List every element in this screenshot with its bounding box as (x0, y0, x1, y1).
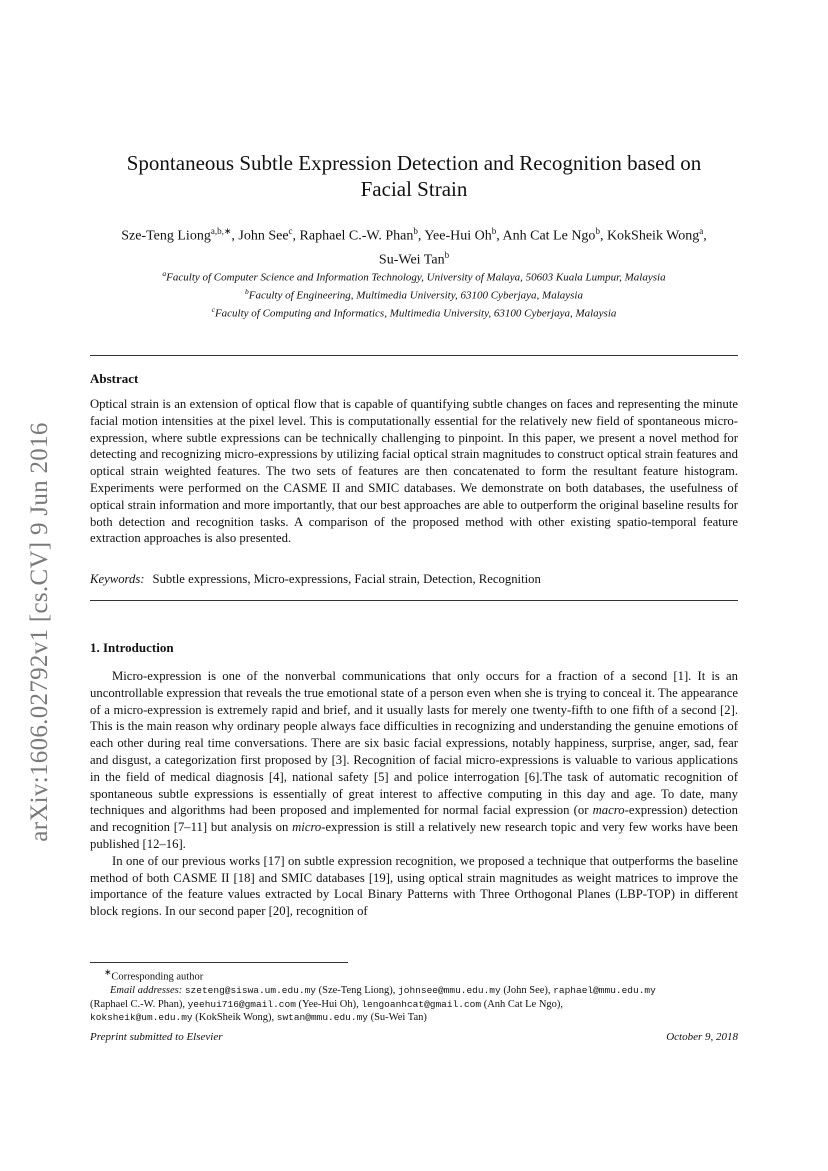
intro-paragraph-2: In one of our previous works [17] on subtle expression recognition, we proposed a technique that outperforms the baseline method of both CASME II [18] and SMIC databases [19], using optical strain magnitudes as weight matrices to improve the importance of the feature values extracted by Local Binary Patterns with Three Orthogonal Planes (LBP-TOP) in different block regions. In our second paper [20], recognition of (90, 853, 738, 919)
section-heading-introduction: 1. Introduction (90, 640, 174, 655)
abstract-top-rule (90, 355, 738, 356)
email-link[interactable]: lengoanhcat@gmail.com (361, 998, 482, 1010)
author-affil-mark: c (288, 226, 293, 236)
author-name: John See (238, 228, 289, 244)
title-line-1: Spontaneous Subtle Expression Detection and Recognition based on (126, 151, 702, 175)
email-owner: (Raphael C.-W. Phan), (90, 998, 188, 1010)
email-owner: (KokSheik Wong), (192, 1012, 277, 1023)
introduction-body (90, 668, 738, 920)
email-link[interactable]: johnsee@mmu.edu.my (398, 985, 501, 996)
intro-italic: macro (592, 803, 625, 818)
author-affil-mark: b (595, 226, 600, 236)
author-name: Yee-Hui Oh (424, 228, 492, 244)
abstract-bottom-rule (90, 600, 738, 601)
affil-text: Faculty of Computer Science and Information Technology, University of Malaya, 50603 Kuala Lumpur, Malaysia (166, 271, 666, 284)
email-owner: (Yee-Hui Oh), (295, 998, 362, 1010)
author-affil-mark: b (491, 226, 497, 236)
footnote-text: Corresponding author (111, 971, 204, 983)
arxiv-sidebar (24, 372, 56, 892)
keywords (90, 572, 738, 587)
intro-italic: micro (292, 820, 322, 835)
email-link[interactable]: koksheik@um.edu.my (90, 1012, 193, 1023)
keywords-label: Keywords: (90, 572, 145, 586)
author-list: Sze-Teng Liong$^{a,b,∗}$, John See$^c$, Raphael C.-W. Phan$^b$, Yee-Hui Oh$^b$, Anh Cat Le Ngo$^b$, KokSheik Wong$^a$, Su-Wei Tan$^b$ (121, 226, 707, 268)
email-owner: (John See), (500, 985, 554, 996)
affil-mark: b (245, 287, 249, 297)
email-owner: (Anh Cat Le Ngo), (481, 998, 564, 1010)
author-name: KokSheik Wong (606, 228, 700, 244)
intro-paragraph-1 (90, 668, 738, 853)
abstract-heading: Abstract (90, 371, 139, 386)
affiliation-b (90, 285, 738, 303)
keywords-text: Subtle expressions, Micro-expressions, Facial strain, Detection, Recognition (152, 572, 541, 586)
email-label: Email addresses: (110, 985, 183, 996)
affiliations (90, 267, 738, 321)
footnote-rule (90, 962, 348, 963)
email-link[interactable]: swtan@mmu.edu.my (276, 1012, 368, 1023)
title-line-2: Facial Strain (360, 177, 468, 201)
author-name: Anh Cat Le Ngo (502, 228, 596, 244)
corresponding-author-note (90, 966, 738, 984)
author-name: Su-Wei Tan (378, 252, 445, 268)
paper-title (90, 150, 738, 202)
abstract-text: Optical strain is an extension of optical flow that is capable of quantifying subtle changes on faces and representing the minute facial motion intensities at the pixel level. This is computationally essential for the relatively new field of spontaneous micro-expression, where subtle expressions can be technically challenging to pinpoint. In this paper, we present a novel method for detecting and recognizing micro-expressions by utilizing facial optical strain magnitudes to construct optical strain features and optical strain weighted features. The two sets of features are then concatenated to form the resultant feature histogram. Experiments were performed on the CASME II and SMIC databases. We demonstrate on both databases, the usefulness of optical strain information and more importantly, that our best approaches are able to outperform the original baseline results for both detection and recognition tasks. A comparison of the proposed method with other existing spatio-temporal feature extraction approaches is also presented. (90, 397, 738, 546)
footnote-mark: ∗ (104, 967, 112, 977)
affiliation-a (90, 267, 738, 285)
affiliation-c (90, 303, 738, 321)
author-affil-mark: a (699, 226, 704, 236)
email-link[interactable]: yeehui716@gmail.com (187, 998, 296, 1010)
affil-mark: a (162, 269, 167, 278)
footnotes (90, 966, 738, 1025)
author-name: Sze-Teng Liong (121, 228, 211, 244)
email-link[interactable]: raphael@mmu.edu.my (553, 985, 656, 996)
intro-text: -expression) detection and recognition [7–11] but analysis on (90, 803, 738, 835)
arxiv-identifier: arXiv:1606.02792v1 [cs.CV] 9 Jun 2016 (26, 422, 53, 842)
affil-mark: c (211, 305, 215, 315)
author-affil-mark: a,b,∗ (210, 226, 232, 236)
author-affil-mark: b (413, 226, 418, 236)
email-owner: (Sze-Teng Liong), (315, 985, 399, 996)
author-name: Raphael C.-W. Phan (299, 228, 414, 244)
email-owner: (Su-Wei Tan) (367, 1012, 427, 1023)
affil-text: Faculty of Engineering, Multimedia University, 63100 Cyberjaya, Malaysia (248, 289, 583, 302)
preprint-note: Preprint submitted to Elsevier (90, 1031, 223, 1043)
email-link[interactable]: szeteng@siswa.um.edu.my (184, 985, 316, 996)
intro-text: Micro-expression is one of the nonverbal communications that only occurs for a fraction of a second [1]. It is an uncontrollable expression that reveals the true emotional state of a person even when she is trying to conceal it. The appearance of a micro-expression is extremely rapid and brief, and it usually lasts for merely one twenty-fifth to one fifth of a second [2]. This is the main reason why ordinary people always face difficulties in recognizing and understanding the genuine emotions of each other during real time conversations. There are six basic facial expressions, notably happiness, surprise, anger, sad, fear and disgust, a categorization first proposed by [3]. Recognition of facial micro-expressions is valuable to various applications in the field of medical diagnosis [4], national safety [5] and police interrogation [6].The task of automatic recognition of spontaneous subtle expressions is essentially of great interest to affective computing in this day and age. To date, many techniques and algorithms had been proposed and implemented for normal facial expression (or (90, 669, 738, 818)
intro-text: -expression is still a relatively new research topic and very few works have been published [12–16]. (90, 820, 738, 851)
email-addresses (90, 984, 738, 1025)
date: October 9, 2018 (666, 1031, 738, 1043)
affil-text: Faculty of Computing and Informatics, Multimedia University, 63100 Cyberjaya, Malaysia (214, 307, 617, 320)
author-affil-mark: b (444, 249, 450, 260)
